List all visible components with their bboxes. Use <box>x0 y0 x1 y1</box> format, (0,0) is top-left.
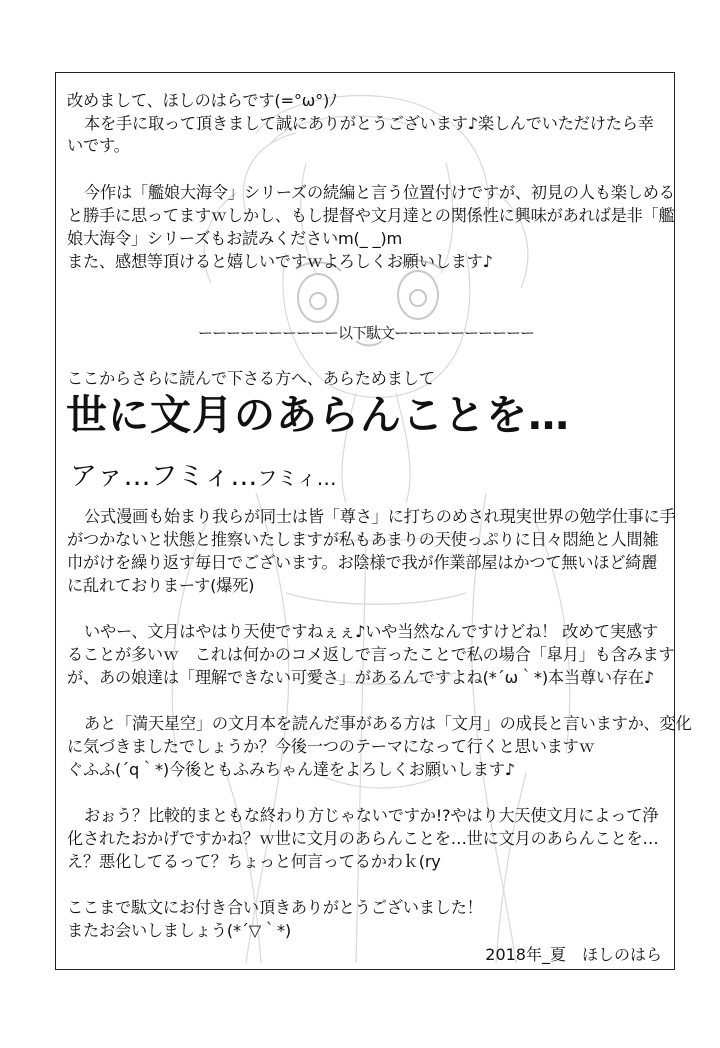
paragraph-2-line-1: 公式漫画も始まり我らが同士は皆「尊さ」に打ちのめされ現実世界の勉学仕事に手 <box>84 507 676 526</box>
section-divider: ーーーーーーーーーー以下駄文ーーーーーーーーーー <box>197 324 534 342</box>
thanks-line-2: いです。 <box>67 136 130 155</box>
paragraph-3-line-2: ることが多いｗ これは何かのコメ返しで言ったことで私の場合「皐月」も含みます <box>67 645 675 664</box>
paragraph-4-line-3: ぐふふ(´q｀*)今後ともふみちゃん達をよろしくお願いします♪ <box>67 760 515 779</box>
paragraph-5-line-2: 化されたおかげですかね？ｗ世に文月のあらんことを…世に文月のあらんことを… <box>67 829 659 848</box>
paragraph-1-line-4: また、感想等頂けると嬉しいですｗよろしくお願いします♪ <box>67 252 493 271</box>
paragraph-3-line-3: が、あの娘達は「理解できない可愛さ」があるんですよね(*´ω｀*)本当尊い存在♪ <box>67 668 654 687</box>
author-signature: 2018年_夏 ほしのはら <box>485 945 662 964</box>
paragraph-2-line-3: 巾がけを繰り返す毎日でございます。お陰様で我が作業部屋はかつて無いほど綺麗 <box>67 553 658 572</box>
closing-line-2: またお会いしましょう(*´▽｀*) <box>67 921 292 940</box>
section-lead: ここからさらに読んで下さる方へ、あらためまして <box>67 369 435 388</box>
section-subtitle <box>70 461 337 494</box>
paragraph-1-line-2: と勝手に思ってますｗしかし、もし提督や文月達との関係性に興味があれば是非「艦 <box>67 206 675 225</box>
paragraph-3-line-1: いやー、文月はやはり天使ですねぇぇ♪いや当然なんですけどね！ 改めて実感す <box>84 622 658 641</box>
paragraph-5-line-1: おぉう？比較的まともな終わり方じゃないですか!?やはり大天使文月によって浄 <box>84 806 659 825</box>
paragraph-1-line-1: 今作は「艦娘大海令」シリーズの続編と言う位置付けですが、初見の人も楽しめる <box>84 183 675 202</box>
subtitle-small: フミィ… <box>257 466 337 490</box>
closing-line-1: ここまで駄文にお付き合い頂きありがとうございました！ <box>67 898 483 917</box>
section-title: 世に文月のあらんことを… <box>66 391 570 439</box>
paragraph-1-line-3: 娘大海令」シリーズもお読みくださいm(_ _)m <box>67 229 403 248</box>
thanks-line-1: 本を手に取って頂きまして誠にありがとうございます♪楽しんでいただけたら幸 <box>84 114 654 133</box>
paragraph-4-line-1: あと「満天星空」の文月本を読んだ事がある方は「文月」の成長と言いますか、変化 <box>84 714 692 733</box>
paragraph-2-line-4: に乱れておりまーす(爆死) <box>67 576 255 595</box>
afterword-page <box>55 72 692 970</box>
paragraph-4-line-2: に気づきましたでしょうか？今後一つのテーマになって行くと思いますｗ <box>67 737 595 756</box>
greeting-text: 改めまして、ほしのはらです(=°ω°)ﾉ <box>67 91 337 110</box>
paragraph-5-line-3: え？悪化してるって？ちょっと何言ってるかわｋ(ry <box>67 852 441 871</box>
paragraph-2-line-2: がつかないと状態と推察いたしますが私もあまりの天使っぷりに日々悶絶と人間雑 <box>67 530 659 549</box>
subtitle-main: アァ…フミィ… <box>70 461 258 492</box>
